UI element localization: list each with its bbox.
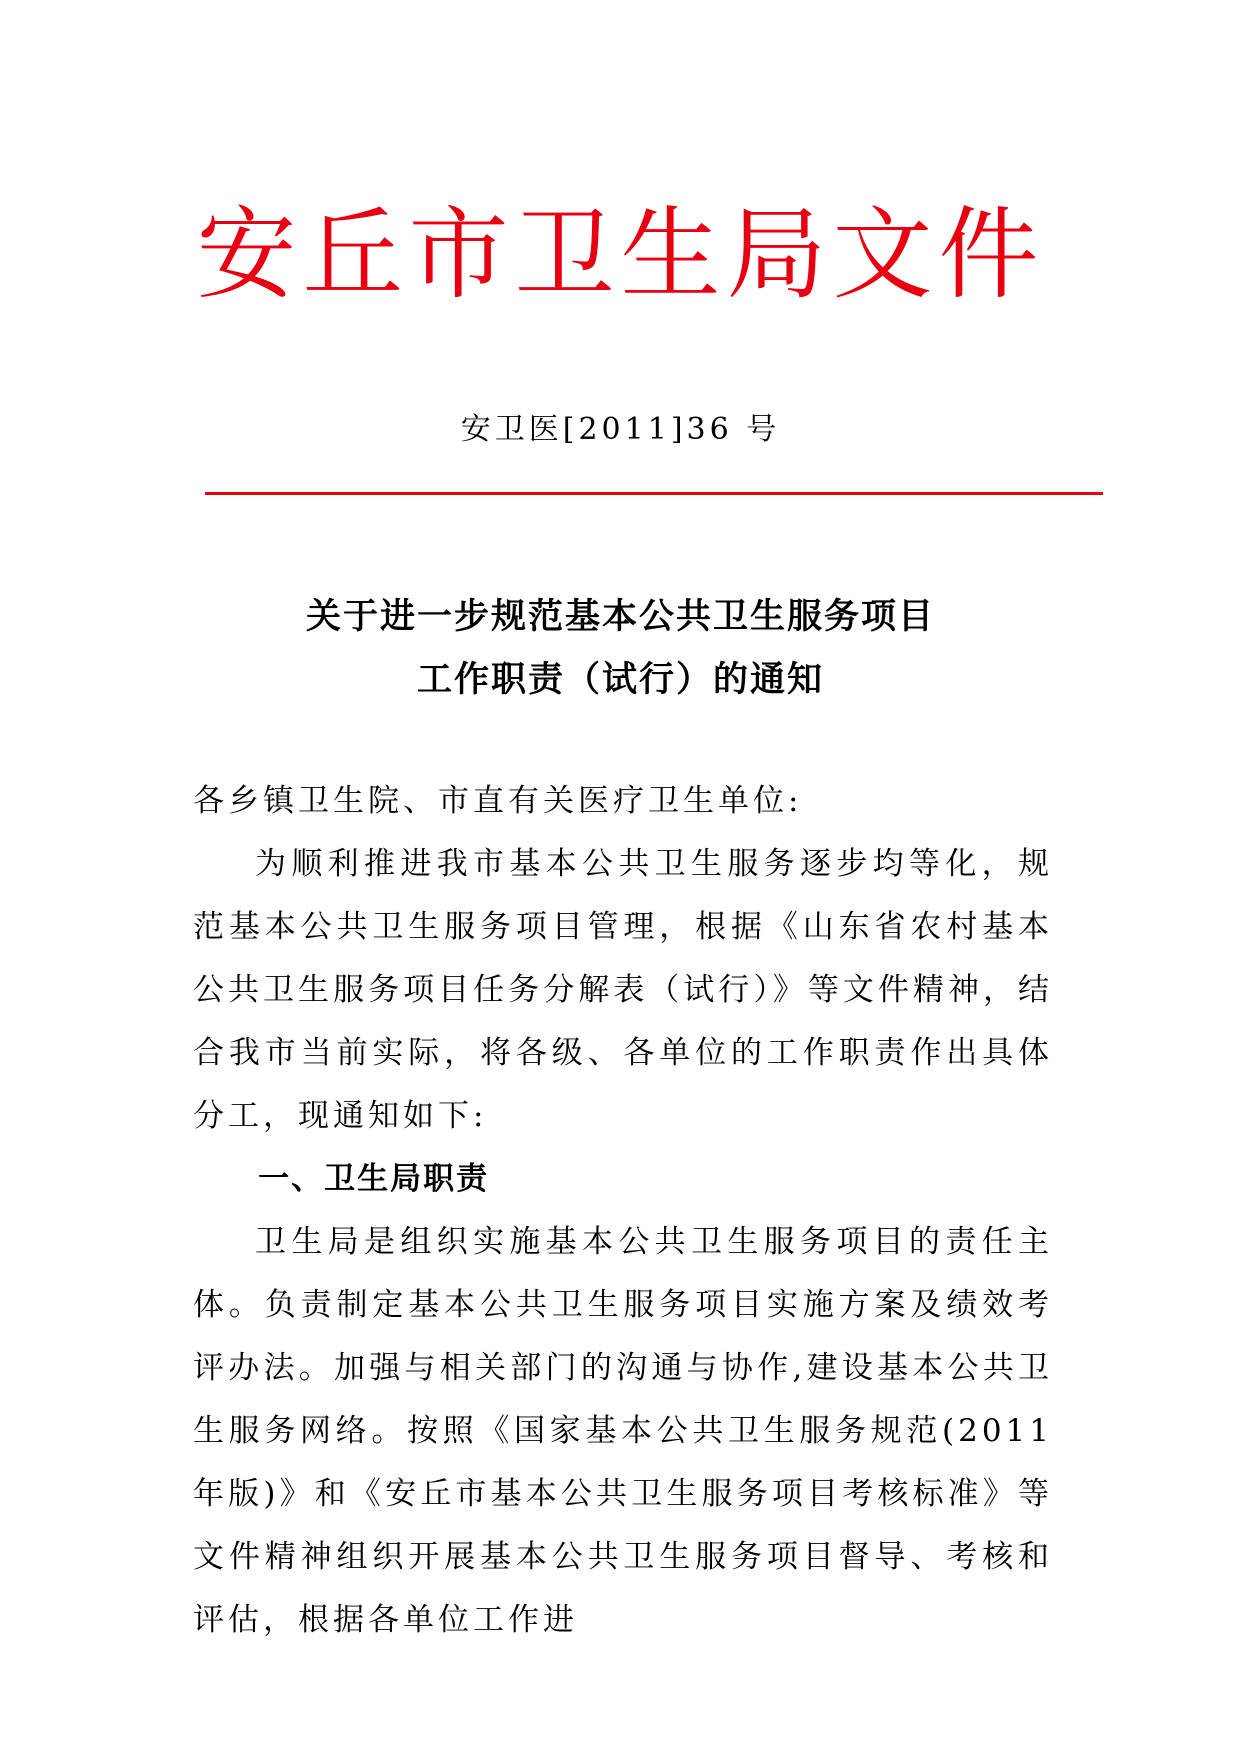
section-heading-1: 一、卫生局职责 [258, 1161, 490, 1197]
document-number: 安卫医[2011]36 号 [460, 412, 781, 447]
issuing-authority-title: 安丘市卫生局文件 [196, 196, 1045, 313]
salutation: 各乡镇卫生院、市直有关医疗卫生单位: [193, 783, 803, 819]
body-paragraph-1: 为顺利推进我市基本公共卫生服务逐步均等化，规范基本公共卫生服务项目管理，根据《山东省农村基本公共卫生服务项目任务分解表（试行）》等文件精神，结合我市当前实际，将各级、各单位的工作职责作出具体分工，现通知如下: [193, 846, 1053, 1134]
header-divider-line [205, 492, 1103, 495]
notice-title-line-1: 关于进一步规范基本公共卫生服务项目 [305, 597, 935, 637]
document-body [193, 770, 1053, 1652]
notice-title-line-2: 工作职责（试行）的通知 [416, 660, 824, 700]
body-paragraph-2: 卫生局是组织实施基本公共卫生服务项目的责任主体。负责制定基本公共卫生服务项目实施方案及绩效考评办法。加强与相关部门的沟通与协作,建设基本公共卫生服务网络。按照《国家基本公共卫生服务规范(2011 年版)》和《安丘市基本公共卫生服务项目考核标准》等文件精神组织开展基本公共卫生服务项目督导、考核和评估，根据各单位工作进 [193, 1224, 1053, 1638]
